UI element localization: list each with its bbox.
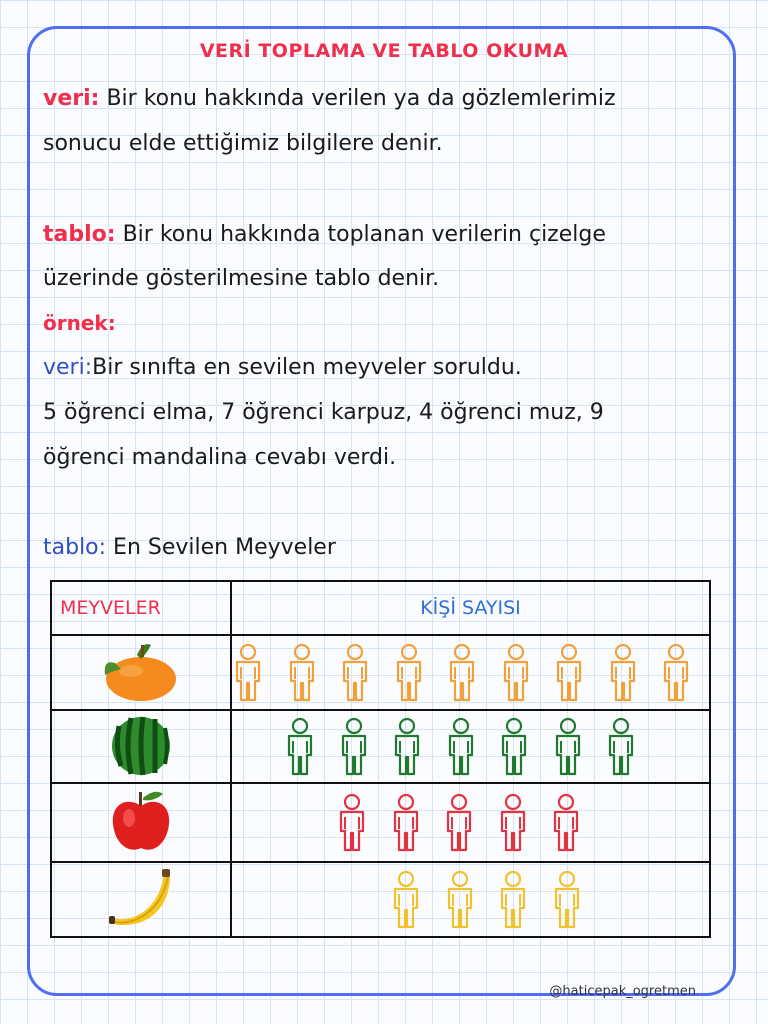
apple-icon: [109, 788, 173, 854]
example-veri-text: Bir sınıfta en sevilen meyveler soruldu.: [92, 355, 522, 380]
person-icon: [500, 643, 532, 707]
table-row: [51, 710, 710, 783]
veri-text: Bir konu hakkında verilen ya da gözlemlerimiz: [99, 86, 616, 111]
example-label: örnek:: [43, 311, 116, 335]
person-icon: [336, 793, 368, 857]
person-icon: [553, 643, 585, 707]
fruit-cell-banana: [51, 862, 231, 937]
person-icon: [552, 717, 584, 781]
example-line2: 5 öğrenci elma, 7 öğrenci karpuz, 4 öğrenci muz, 9: [43, 400, 604, 425]
fruit-table: [50, 580, 711, 938]
table-row: [51, 635, 710, 710]
fruit-cell-tangerine: [51, 635, 231, 710]
person-icon: [498, 717, 530, 781]
people-row-1: [232, 711, 709, 782]
header-kisi-sayisi: KİŞİ SAYISI: [231, 581, 710, 635]
person-icon: [444, 870, 476, 934]
person-icon: [607, 643, 639, 707]
count-cell-banana: [231, 862, 710, 937]
header-meyveler: MEYVELER: [51, 581, 231, 635]
tablo-definition-line2: üzerinde gösterilmesine tablo denir.: [43, 266, 440, 291]
person-icon: [232, 643, 264, 707]
table-header-row: [51, 581, 710, 635]
person-icon: [443, 793, 475, 857]
count-cell-apple: [231, 783, 710, 862]
example-veri-label: veri:: [43, 355, 93, 380]
people-row-2: [232, 784, 709, 861]
fruit-cell-apple: [51, 783, 231, 862]
people-row-0: [232, 636, 709, 709]
page-title: VERİ TOPLAMA VE TABLO OKUMA: [199, 40, 569, 62]
person-icon: [338, 717, 370, 781]
person-icon: [339, 643, 371, 707]
person-icon: [390, 870, 422, 934]
table-caption: En Sevilen Meyveler: [106, 535, 336, 560]
watermelon-icon: [109, 714, 173, 776]
count-cell-tangerine: [231, 635, 710, 710]
example-veri-line: [43, 355, 522, 380]
tangerine-icon: [101, 641, 181, 701]
person-icon: [605, 717, 637, 781]
person-icon: [497, 870, 529, 934]
example-tablo-line: [43, 535, 336, 560]
person-icon: [446, 643, 478, 707]
fruit-cell-watermelon: [51, 710, 231, 783]
banana-icon: [106, 866, 176, 930]
person-icon: [391, 717, 423, 781]
person-icon: [551, 870, 583, 934]
person-icon: [497, 793, 529, 857]
count-cell-watermelon: [231, 710, 710, 783]
tablo-text: Bir konu hakkında toplanan verilerin çizelge: [115, 222, 606, 247]
person-icon: [284, 717, 316, 781]
table-row: [51, 862, 710, 937]
person-icon: [660, 643, 692, 707]
person-icon: [286, 643, 318, 707]
person-icon: [393, 643, 425, 707]
person-icon: [550, 793, 582, 857]
veri-definition-line1: [43, 86, 616, 111]
tablo-label: tablo:: [43, 222, 116, 247]
example-line3: öğrenci mandalina cevabı verdi.: [43, 445, 397, 470]
person-icon: [390, 793, 422, 857]
table-row: [51, 783, 710, 862]
veri-definition-line2: sonucu elde ettiğimiz bilgilere denir.: [43, 131, 443, 156]
tablo-definition-line1: [43, 222, 606, 247]
author-credit: @haticepak_ogretmen: [549, 984, 696, 999]
person-icon: [445, 717, 477, 781]
people-row-3: [232, 863, 709, 936]
example-tablo-label: tablo:: [43, 535, 107, 560]
veri-label: veri:: [43, 86, 100, 111]
